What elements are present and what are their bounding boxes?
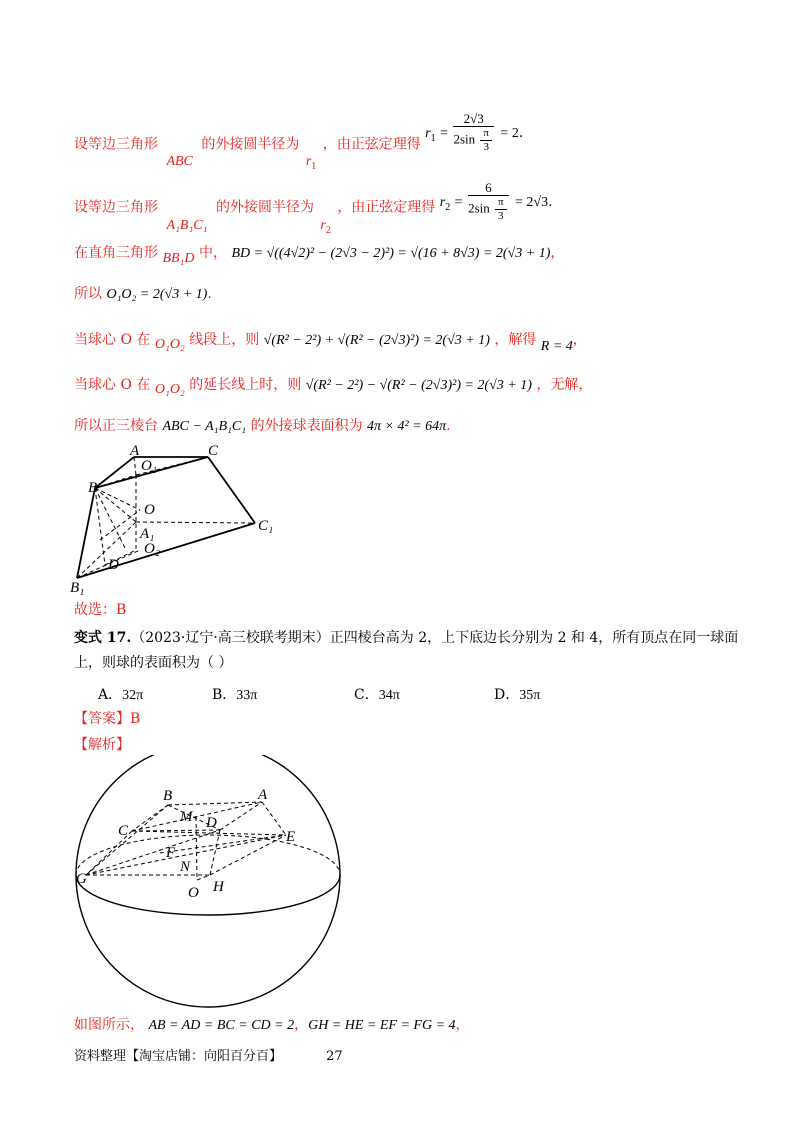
label-M: M: [180, 809, 193, 825]
label-A2: A: [258, 787, 268, 803]
answer-label: 【答案】B: [74, 711, 141, 727]
solution-line-3: 在直角三角形 BB₁D 中， BD = √((4√2)² − (2√3 − 2)²) = √(16 + 8√3) = 2(√3 + 1)，: [74, 245, 565, 266]
label-A: A: [130, 443, 140, 459]
label-D: D: [108, 557, 119, 573]
label-B1: B₁: [70, 580, 85, 595]
label-C2: C: [118, 823, 129, 839]
option-D: D．35π: [494, 687, 541, 703]
solution-line-7: 所以正三棱台 ABC − A₁B₁C₁ 的外接球表面积为 4π × 4² = 64π.: [74, 418, 451, 434]
analysis-label: 【解析】: [74, 737, 130, 753]
fraction-r1: 2√3 2sin $\frac{\pi}{3}$: [453, 112, 493, 153]
label-N: N: [180, 859, 191, 875]
sphere-figure: [60, 755, 350, 1015]
problem-line-2: 上，则球的表面积为（ ）: [74, 655, 233, 671]
last-solution-line: 如图所示， AB = AD = BC = CD = 2，GH = HE = EF = FG = 4，: [74, 1017, 470, 1033]
problem-line-1: 变式 17.（2023·辽宁·高三校联考期末）正四棱台高为 2，上下底边长分别为 2 和 4，所有顶点在同一球面: [74, 630, 739, 646]
label-A1: A₁: [140, 526, 155, 542]
label-O2: O₂: [144, 541, 161, 557]
footer-source: 资料整理【淘宝店铺：向阳百分百】: [74, 1049, 283, 1064]
label-B2: B: [163, 788, 173, 804]
label-O: O: [144, 502, 155, 518]
label-O-center: O: [188, 885, 199, 901]
solution-line-5: 当球心 O 在 O₁O₂ 线段上，则 √(R² − 2²) + √(R² − (2√3)²) = 2(√3 + 1) ，解得 R = 4，: [74, 332, 587, 354]
label-F: F: [166, 845, 176, 861]
label-E: E: [286, 829, 296, 845]
footer: [74, 1050, 343, 1063]
frustum-figure: [60, 440, 290, 595]
page-number: 27: [326, 1049, 343, 1064]
label-D2: D: [206, 815, 217, 831]
option-C: C．34π: [354, 687, 400, 703]
label-C1: C₁: [258, 518, 274, 534]
option-A: A．32π: [98, 687, 144, 703]
fraction-r2: 6 2sin $\frac{\pi}{3}$: [468, 181, 508, 222]
label-O1: O₁: [141, 458, 158, 474]
label-G: G: [76, 871, 87, 887]
label-B: B: [88, 480, 98, 496]
solution-line-6: 当球心 O 在 O₁O₂ 的延长线上时，则 √(R² − 2²) − √(R² − (2√3)²) = 2(√3 + 1) ，无解，: [74, 377, 593, 397]
option-B: B．33π: [212, 687, 258, 703]
label-C: C: [208, 443, 219, 459]
label-H: H: [213, 879, 224, 895]
choice-line: 故选：B: [74, 602, 127, 618]
solution-line-1: 设等边三角形 ABC 的外接圆半径为 $r_1$ ，由正弦定理得 $r_1$ = 2√3 2sin $\frac{\pi}{3}$ = 2.: [74, 111, 524, 172]
solution-line-4: 所以 O₁O₂ = 2(√3 + 1).: [74, 286, 212, 302]
solution-line-2: 设等边三角形 A₁B₁C₁ 的外接圆半径为 $r_2$ ，由正弦定理得 $r_2$ = 6 2sin $\frac{\pi}{3}$ = 2√3.: [74, 180, 553, 236]
